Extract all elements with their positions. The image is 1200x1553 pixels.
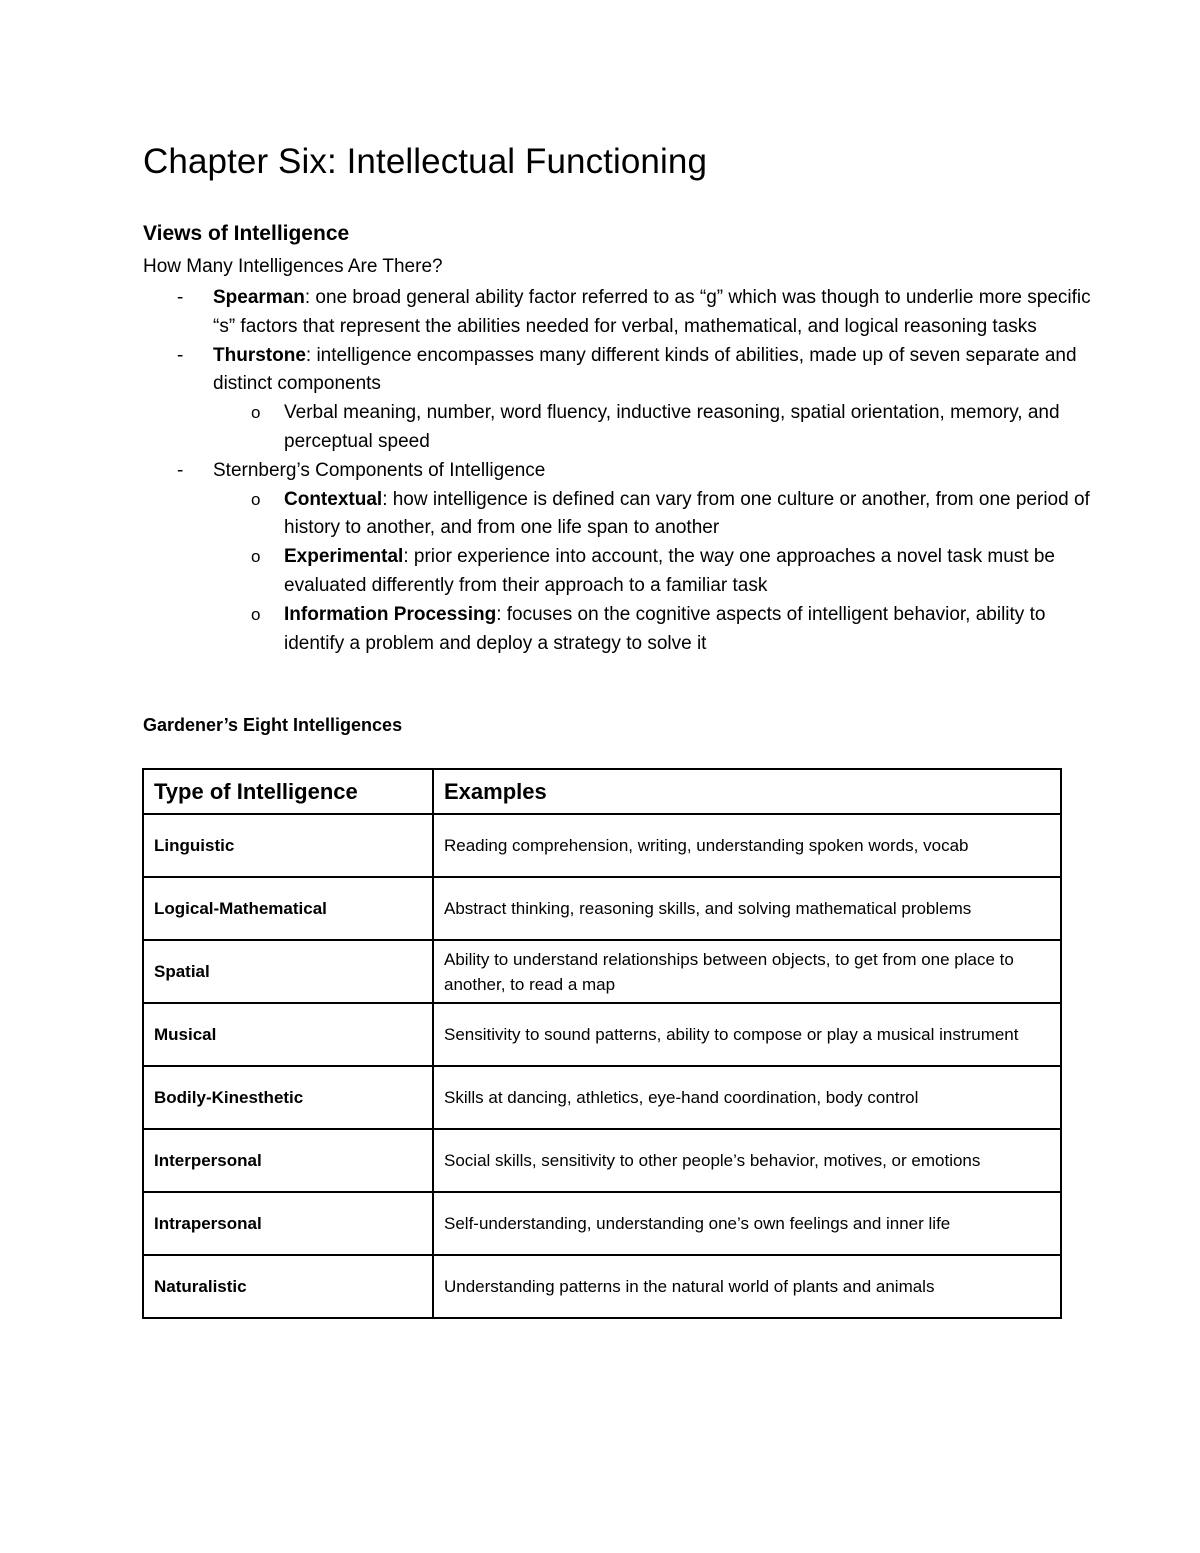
bullet-text: : intelligence encompasses many different kinds of abilities, made up of seven separate and distinct components [213, 344, 1077, 395]
dash-marker: - [177, 344, 184, 366]
cell-examples: Ability to understand relationships between objects, to get from one place to another, to read a map [433, 940, 1061, 1003]
list-subitem-experimental [143, 543, 1103, 601]
cell-examples: Skills at dancing, athletics, eye-hand coordination, body control [433, 1066, 1061, 1129]
cell-examples: Social skills, sensitivity to other people’s behavior, motives, or emotions [433, 1129, 1061, 1192]
cell-type: Interpersonal [143, 1129, 433, 1192]
cell-type: Spatial [143, 940, 433, 1003]
list-item-thurstone [143, 342, 1103, 400]
table-row [143, 814, 1061, 877]
list-subitem-information-processing [143, 601, 1103, 659]
intelligences-table [142, 768, 1062, 1319]
table-row [143, 1192, 1061, 1255]
bullet-label: Experimental [284, 546, 404, 568]
bullet-text: : prior experience into account, the way one approaches a novel task must be evaluated differently from their approach to a familiar task [284, 546, 1055, 596]
table-row [143, 940, 1061, 1003]
list-item-sternberg [143, 457, 1103, 486]
bullet-text: : how intelligence is defined can vary from one culture or another, from one period of history to another, and from one life span to another [284, 488, 1090, 539]
bullet-list [143, 284, 1103, 658]
column-header-type: Type of Intelligence [143, 769, 433, 814]
column-header-examples: Examples [433, 769, 1061, 814]
dash-marker: - [177, 459, 184, 481]
table-heading: Gardener’s Eight Intelligences [143, 715, 403, 735]
table-row [143, 1003, 1061, 1066]
table-row [143, 1066, 1061, 1129]
bullet-text: Verbal meaning, number, word fluency, inductive reasoning, spatial orientation, memory, and perceptual speed [284, 402, 1060, 452]
cell-type: Bodily-Kinesthetic [143, 1066, 433, 1129]
bullet-text: : one broad general ability factor referred to as “g” which was though to underlie more specific “s” factors that represent the abilities needed for verbal, mathematical, and logical reasoning tasks [213, 287, 1091, 337]
cell-type: Intrapersonal [143, 1192, 433, 1255]
bullet-label: Information Processing [284, 603, 497, 625]
bullet-text: : focuses on the cognitive aspects of intelligent behavior, ability to identify a problem and deploy a strategy to solve it [284, 603, 1046, 654]
cell-type: Naturalistic [143, 1255, 433, 1318]
cell-examples: Understanding patterns in the natural world of plants and animals [433, 1255, 1061, 1318]
cell-examples: Reading comprehension, writing, understanding spoken words, vocab [433, 814, 1061, 877]
table-row [143, 877, 1061, 940]
bullet-label: Spearman [213, 287, 305, 308]
circle-marker: o [251, 489, 261, 509]
bullet-text: Sternberg’s Components of Intelligence [213, 459, 546, 481]
bullet-label: Contextual [284, 488, 383, 510]
cell-type: Linguistic [143, 814, 433, 877]
page-title: Chapter Six: Intellectual Functioning [143, 142, 708, 181]
table-row [143, 1129, 1061, 1192]
circle-marker: o [251, 403, 261, 423]
dash-marker: - [177, 287, 184, 308]
list-item-spearman [143, 284, 1103, 342]
section-heading: Views of Intelligence [143, 222, 350, 245]
cell-type: Logical-Mathematical [143, 877, 433, 940]
cell-examples: Sensitivity to sound patterns, ability to compose or play a musical instrument [433, 1003, 1061, 1066]
cell-examples: Abstract thinking, reasoning skills, and solving mathematical problems [433, 877, 1061, 940]
table-row [143, 1255, 1061, 1318]
list-subitem-contextual [143, 486, 1103, 544]
list-subitem-thurstone-components [143, 399, 1103, 457]
circle-marker: o [251, 547, 261, 567]
cell-examples: Self-understanding, understanding one’s own feelings and inner life [433, 1192, 1061, 1255]
cell-type: Musical [143, 1003, 433, 1066]
bullet-label: Thurstone [213, 344, 306, 366]
circle-marker: o [251, 604, 261, 624]
table-header-row [143, 769, 1061, 814]
subheading: How Many Intelligences Are There? [143, 256, 443, 277]
